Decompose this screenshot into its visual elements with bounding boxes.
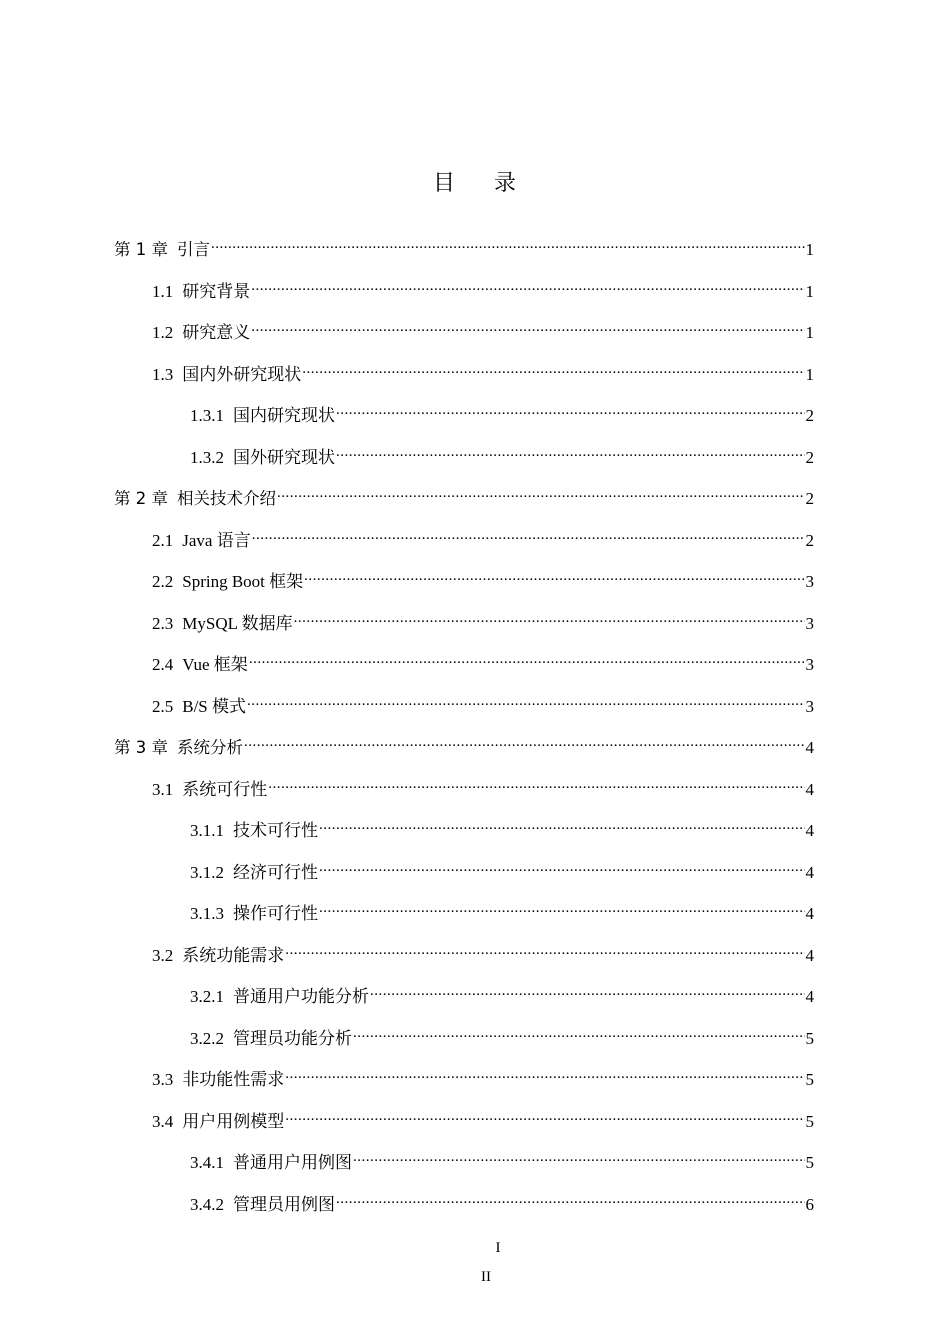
toc-entry[interactable] — [190, 814, 814, 840]
toc-entry-label: 研究背景 — [182, 281, 251, 301]
toc-entry-page-number: 2 — [805, 447, 814, 467]
toc-entry[interactable] — [190, 980, 814, 1006]
toc-entry-number: 第 2 章 — [114, 489, 168, 508]
toc-entry[interactable] — [152, 316, 814, 342]
toc-entry-number: 3.4 — [152, 1111, 174, 1131]
toc-entry-number: 3.2.1 — [190, 987, 224, 1006]
toc-entry-number: 1.2 — [152, 323, 174, 342]
page-number-roman-2: II — [481, 1269, 491, 1285]
toc-leader-dots — [336, 399, 805, 421]
toc-entry-label: 经济可行性 — [233, 862, 318, 882]
toc-entry[interactable] — [114, 731, 814, 757]
toc-leader-dots — [353, 1022, 805, 1044]
toc-entry-label: 普通用户功能分析 — [233, 987, 369, 1006]
toc-entry-number: 第 3 章 — [114, 738, 168, 757]
toc-leader-dots — [244, 731, 805, 753]
toc-entry[interactable] — [152, 524, 814, 550]
toc-entry[interactable] — [152, 275, 814, 301]
toc-entry[interactable] — [190, 1188, 814, 1214]
toc-entry-number: 3.1.1 — [190, 821, 224, 840]
toc-entry-label: 国内外研究现状 — [182, 364, 302, 384]
toc-leader-dots — [336, 1188, 805, 1210]
toc-entry[interactable] — [152, 1063, 814, 1089]
toc-title-part1: 目 — [432, 171, 456, 196]
toc-leader-dots — [336, 441, 805, 463]
toc-entry[interactable] — [114, 482, 814, 508]
toc-entry-page-number: 2 — [805, 406, 814, 425]
toc-entry[interactable] — [190, 441, 814, 467]
toc-entry[interactable] — [152, 773, 814, 799]
toc-entry[interactable] — [152, 358, 814, 384]
toc-leader-dots — [249, 648, 805, 670]
toc-entry-label: 非功能性需求 — [182, 1070, 285, 1089]
toc-entry[interactable] — [152, 565, 814, 591]
toc-leader-dots — [319, 856, 805, 878]
toc-entry-page-number: 3 — [805, 572, 814, 591]
toc-entry-page-number: 2 — [805, 489, 814, 508]
toc-entry-page-number: 1 — [805, 240, 814, 259]
toc-entry-label: 用户用例模型 — [182, 1111, 285, 1131]
toc-entry-page-number: 3 — [805, 655, 814, 674]
toc-entry-label: 研究意义 — [182, 323, 251, 342]
toc-entry-number: 3.3 — [152, 1070, 174, 1089]
toc-entry-label: Spring Boot 框架 — [182, 572, 304, 591]
toc-entry-page-number: 5 — [805, 1070, 814, 1089]
toc-entry-label: 管理员功能分析 — [233, 1028, 352, 1048]
toc-entry-label: 管理员用例图 — [233, 1194, 335, 1214]
toc-entry-number: 3.1 — [152, 779, 174, 799]
toc-entry-number: 2.3 — [152, 613, 174, 633]
toc-entry[interactable] — [152, 690, 814, 716]
toc-leader-dots — [304, 565, 804, 587]
toc-entry-page-number: 4 — [805, 945, 814, 965]
toc-entry-number: 3.4.1 — [190, 1153, 224, 1172]
toc-title-part2: 录 — [494, 171, 518, 196]
toc-entry-label: Java 语言 — [182, 530, 251, 550]
toc-entry-page-number: 6 — [805, 1194, 814, 1214]
toc-entry-page-number: 4 — [805, 779, 814, 799]
toc-leader-dots — [277, 482, 805, 504]
toc-leader-dots — [319, 897, 805, 919]
toc-entry-page-number: 4 — [805, 862, 814, 882]
toc-entry-label: 系统可行性 — [182, 779, 268, 799]
toc-leader-dots — [252, 524, 805, 546]
toc-entry-number: 3.2.2 — [190, 1028, 224, 1048]
toc-entry-number: 2.4 — [152, 655, 174, 674]
toc-entry-page-number: 4 — [805, 738, 814, 757]
toc-leader-dots — [285, 939, 804, 961]
toc-entry-label: MySQL 数据库 — [182, 613, 293, 633]
toc-leader-dots — [247, 690, 804, 712]
toc-title — [0, 166, 950, 197]
toc-entry-number: 3.4.2 — [190, 1194, 224, 1214]
toc-entry-label: 技术可行性 — [233, 821, 318, 840]
toc-entry-page-number: 5 — [805, 1153, 814, 1172]
toc-entry-number: 1.3.1 — [190, 406, 224, 425]
toc-entry-page-number: 5 — [805, 1028, 814, 1048]
page-number-roman-1: I — [495, 1240, 501, 1256]
toc-entry-number: 1.3.2 — [190, 447, 224, 467]
toc-entry[interactable] — [152, 1105, 814, 1131]
toc-entry-label: 国外研究现状 — [233, 447, 335, 467]
toc-entry[interactable] — [152, 939, 814, 965]
toc-entry-page-number: 1 — [805, 364, 814, 384]
toc-entry-number: 2.2 — [152, 572, 174, 591]
toc-leader-dots — [302, 358, 804, 380]
toc-entry[interactable] — [114, 233, 814, 259]
toc-entry[interactable] — [190, 399, 814, 425]
toc-leader-dots — [211, 233, 805, 255]
toc-entry-number: 2.5 — [152, 696, 174, 716]
toc-leader-dots — [251, 316, 804, 338]
toc-leader-dots — [294, 607, 805, 629]
toc-leader-dots — [285, 1105, 804, 1127]
toc-entry-label: 操作可行性 — [233, 904, 318, 923]
toc-entry[interactable] — [152, 648, 814, 674]
toc-entry-label: B/S 模式 — [182, 696, 247, 716]
toc-leader-dots — [370, 980, 805, 1002]
toc-entry-page-number: 3 — [805, 696, 814, 716]
toc-entry-page-number: 4 — [805, 904, 814, 923]
toc-entry-page-number: 1 — [805, 281, 814, 301]
toc-entry-page-number: 5 — [805, 1111, 814, 1131]
toc-entry-page-number: 2 — [805, 530, 814, 550]
toc-entry-label: 引言 — [177, 240, 210, 259]
toc-entry-number: 第 1 章 — [114, 240, 168, 259]
toc-entry-number: 3.1.2 — [190, 862, 224, 882]
toc-leader-dots — [353, 1146, 805, 1168]
toc-entry[interactable] — [190, 1146, 814, 1172]
toc-leader-dots — [285, 1063, 804, 1085]
toc-entry[interactable] — [190, 897, 814, 923]
toc-entry-label: 普通用户用例图 — [233, 1153, 352, 1172]
toc-entry-number: 2.1 — [152, 530, 174, 550]
toc-entry-label: 相关技术介绍 — [177, 489, 276, 508]
toc-leader-dots — [251, 275, 804, 297]
toc-entry-number: 1.1 — [152, 281, 174, 301]
toc-entry-page-number: 4 — [805, 821, 814, 840]
toc-entry-label: 系统功能需求 — [182, 945, 285, 965]
toc-entry-label: 系统分析 — [177, 738, 243, 757]
toc-entry-label: 国内研究现状 — [233, 406, 335, 425]
toc-entry-number: 3.2 — [152, 945, 174, 965]
toc-leader-dots — [268, 773, 804, 795]
toc-entry[interactable] — [190, 856, 814, 882]
toc-leader-dots — [319, 814, 805, 836]
toc-entry[interactable] — [190, 1022, 814, 1048]
toc-entry-page-number: 4 — [805, 987, 814, 1006]
toc-entry[interactable] — [152, 607, 814, 633]
toc-entry-page-number: 1 — [805, 323, 814, 342]
toc-entry-number: 1.3 — [152, 364, 174, 384]
toc-entry-page-number: 3 — [805, 613, 814, 633]
toc-entry-number: 3.1.3 — [190, 904, 224, 923]
toc-entry-label: Vue 框架 — [182, 655, 248, 674]
